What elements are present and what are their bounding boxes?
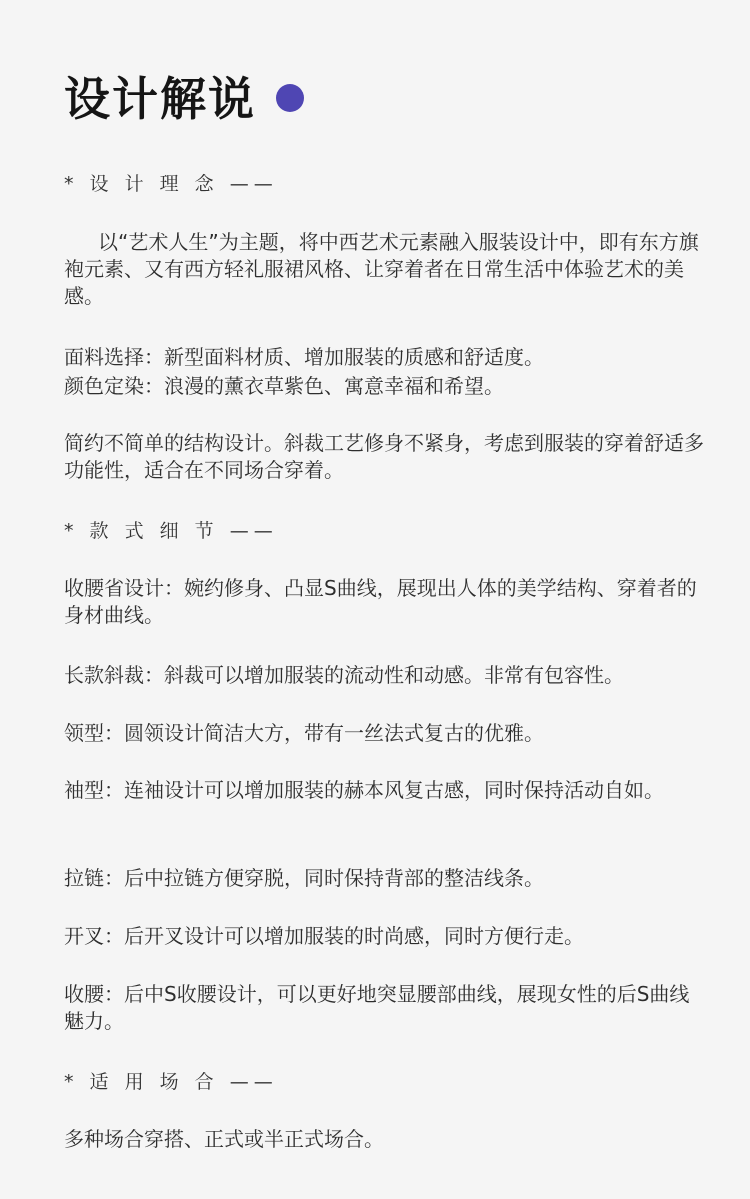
slit-text: 开叉：后开叉设计可以增加服装的时尚感，同时方便行走。: [64, 924, 584, 948]
collar-type-text: 领型：圆领设计简洁大方，带有一丝法式复古的优雅。: [64, 721, 544, 745]
long-bias-cut-text: 长款斜裁：斜裁可以增加服装的流动性和动感。非常有包容性。: [64, 663, 624, 687]
fabric-choice-text: 面料选择：新型面料材质、增加服装的质感和舒适度。: [64, 345, 544, 369]
waist-dart-design-text: 收腰省设计：婉约修身、凸显S曲线，展现出人体的美学结构、穿着者的身材曲线。: [64, 576, 697, 627]
zipper-text: 拉链：后中拉链方便穿脱，同时保持背部的整洁线条。: [64, 866, 544, 890]
section-heading-concept: * 设 计 理 念 ——: [64, 173, 278, 195]
accent-dot: [276, 84, 304, 112]
concept-intro-paragraph: 以“艺术人生”为主题，将中西艺术元素融入服装设计中，即有东方旗袍元素、又有西方轻礼服裙风格、让穿着者在日常生活中体验艺术的美感。: [64, 230, 699, 308]
title-row: [64, 70, 304, 128]
sleeve-type-text: 袖型：连袖设计可以增加服装的赫本风复古感，同时保持活动自如。: [64, 778, 664, 802]
section-heading-occasions: * 适 用 场 合 ——: [64, 1071, 278, 1093]
color-dye-text: 颜色定染：浪漫的薰衣草紫色、寓意幸福和希望。: [64, 374, 504, 398]
section-heading-details: * 款 式 细 节 ——: [64, 520, 278, 542]
structure-design-paragraph: 简约不简单的结构设计。斜裁工艺修身不紧身，考虑到服装的穿着舒适多功能性，适合在不同场合穿着。: [64, 431, 704, 482]
waist-shaping-text: 收腰：后中S收腰设计，可以更好地突显腰部曲线，展现女性的后S曲线魅力。: [64, 982, 690, 1033]
page-title: 设计解说: [64, 72, 256, 126]
occasions-text: 多种场合穿搭、正式或半正式场合。: [64, 1127, 384, 1151]
